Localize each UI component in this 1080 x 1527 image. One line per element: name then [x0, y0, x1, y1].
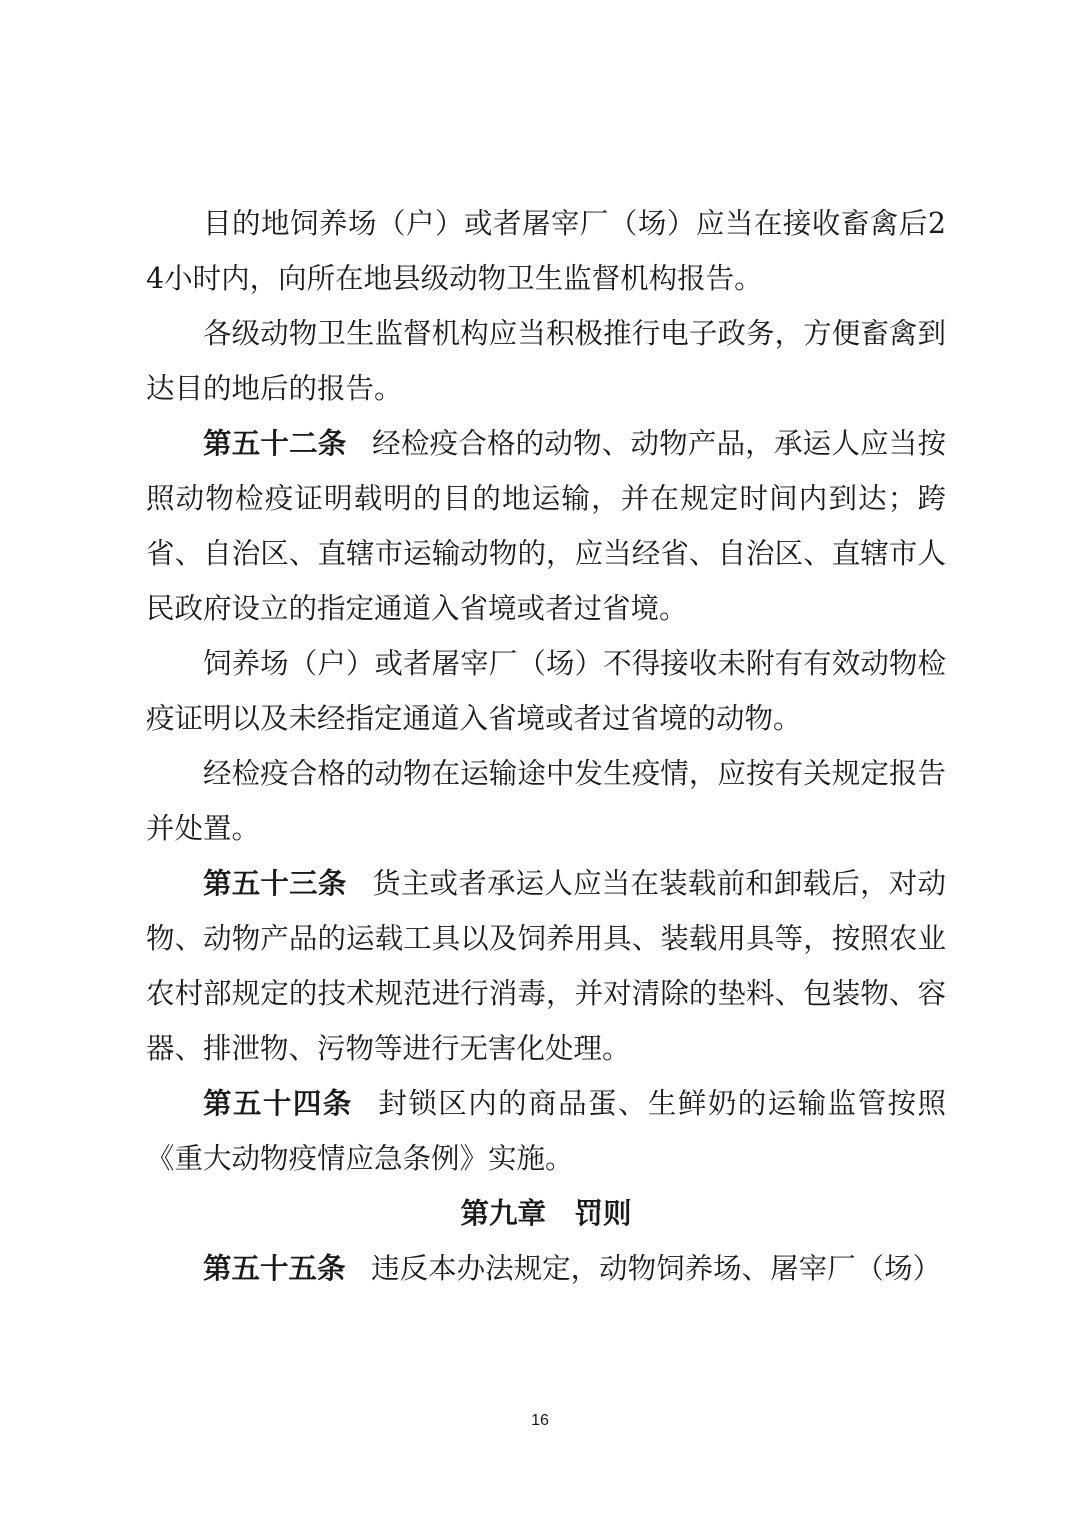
article-55-label: 第五十五条 [203, 1252, 346, 1285]
chapter-number: 第九章 [460, 1197, 546, 1230]
article-53-label: 第五十三条 [203, 867, 347, 900]
paragraph-destination-report: 目的地饲养场（户）或者屠宰厂（场）应当在接收畜禽后24小时内，向所在地县级动物卫生监督机构报告。 [146, 207, 946, 295]
article-54-label: 第五十四条 [203, 1087, 353, 1120]
paragraph-e-government: 各级动物卫生监督机构应当积极推行电子政务，方便畜禽到达目的地后的报告。 [146, 317, 946, 405]
article-55-text: 违反本办法规定，动物饲养场、屠宰厂（场） [371, 1252, 942, 1285]
page-number: 16 [531, 1412, 549, 1429]
article-54-text: 封锁区内的商品蛋、生鲜奶的运输监管按照《重大动物疫情应急条例》实施。 [146, 1087, 946, 1175]
article-53-text: 货主或者承运人应当在装载前和卸载后，对动物、动物产品的运载工具以及饲养用具、装载用具等，按照农业农村部规定的技术规范进行消毒，并对清除的垫料、包装物、容器、排泄物、污物等进行无害化处理。 [146, 867, 946, 1065]
article-52-label: 第五十二条 [203, 427, 347, 460]
chapter-title: 罚则 [574, 1197, 632, 1230]
paragraph-epidemic-in-transit: 经检疫合格的动物在运输途中发生疫情，应按有关规定报告并处置。 [146, 757, 946, 845]
article-52 [146, 416, 946, 636]
document-body [146, 196, 946, 1296]
article-55 [146, 1241, 946, 1296]
chapter-heading [146, 1186, 946, 1241]
article-52-text: 经检疫合格的动物、动物产品，承运人应当按照动物检疫证明载明的目的地运输，并在规定时间内到达；跨省、自治区、直辖市运输动物的，应当经省、自治区、直辖市人民政府设立的指定通道入省境或者过省境。 [146, 427, 946, 625]
article-53 [146, 856, 946, 1076]
article-54 [146, 1076, 946, 1186]
paragraph-no-receiving: 饲养场（户）或者屠宰厂（场）不得接收未附有有效动物检疫证明以及未经指定通道入省境或者过省境的动物。 [146, 647, 946, 735]
